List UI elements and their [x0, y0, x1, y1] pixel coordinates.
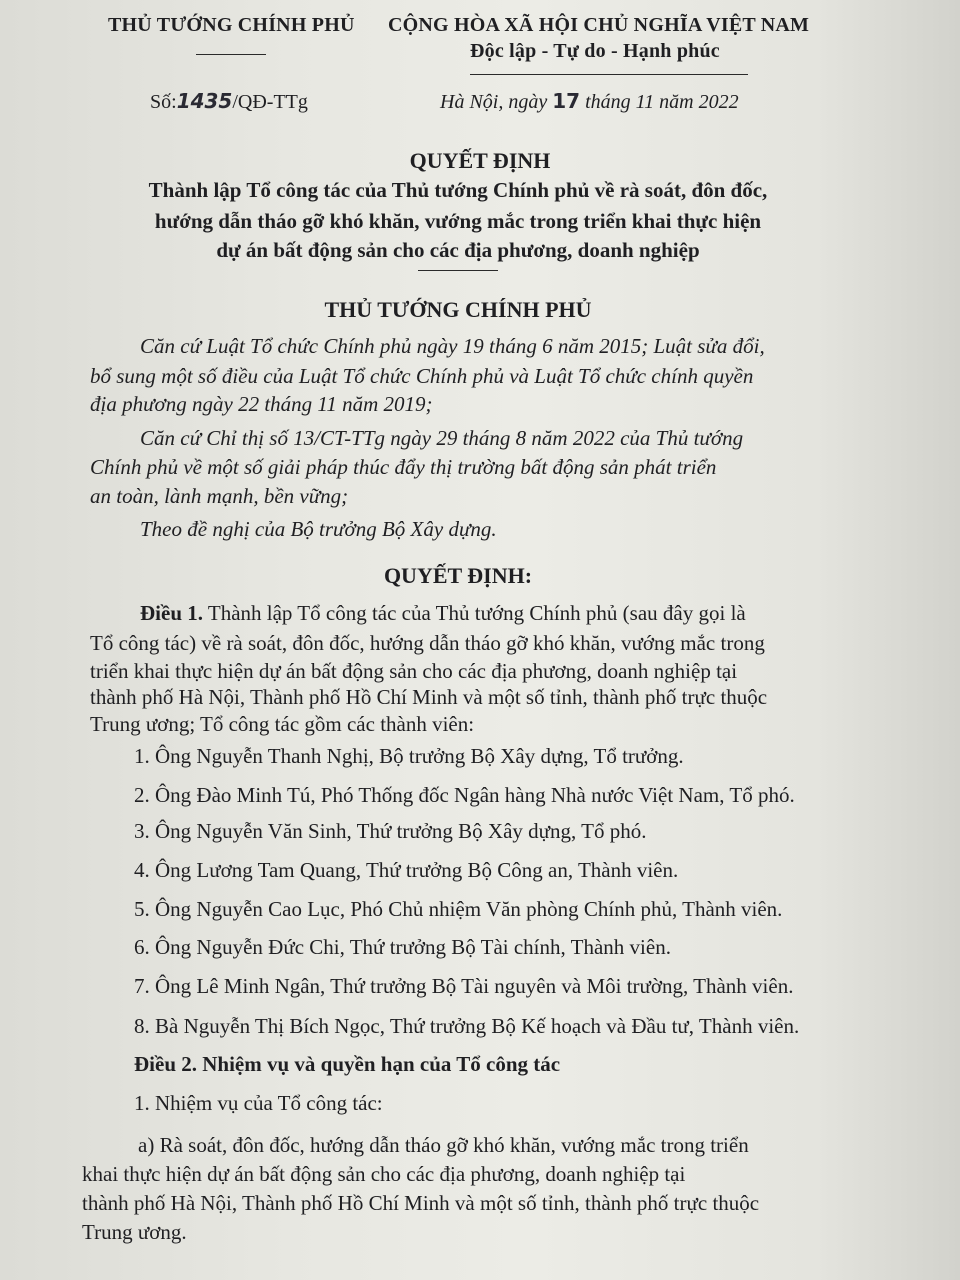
motto-underline	[470, 74, 748, 75]
preamble-1-line-3: địa phương ngày 22 tháng 11 năm 2019;	[90, 392, 433, 416]
decide-heading: QUYẾT ĐỊNH:	[383, 563, 533, 588]
member-1: 1. Ông Nguyễn Thanh Nghị, Bộ trưởng Bộ Xây dựng, Tổ trưởng.	[134, 744, 684, 768]
issuing-authority: THỦ TƯỚNG CHÍNH PHỦ	[108, 14, 355, 36]
number-suffix: /QĐ-TTg	[232, 91, 308, 113]
member-5: 5. Ông Nguyễn Cao Lục, Phó Chủ nhiệm Văn phòng Chính phủ, Thành viên.	[134, 897, 783, 921]
article-1-line-3: triển khai thực hiện dự án bất động sản cho các địa phương, doanh nghiệp tại	[90, 659, 738, 683]
preamble-1-line-2: bổ sung một số điều của Luật Tổ chức Chính phủ và Luật Tổ chức chính quyền	[90, 364, 754, 388]
article-1-line-2: Tổ công tác) về rà soát, đôn đốc, hướng dẫn tháo gỡ khó khăn, vướng mắc trong	[90, 631, 765, 655]
article-2-a-line-4: Trung ương.	[82, 1220, 187, 1244]
national-title: CỘNG HÒA XÃ HỘI CHỦ NGHĨA VIỆT NAM	[388, 14, 810, 36]
article-2-heading: Điều 2. Nhiệm vụ và quyền hạn của Tổ công tác	[134, 1052, 561, 1076]
preamble-2-line-1: Căn cứ Chỉ thị số 13/CT-TTg ngày 29 tháng 8 năm 2022 của Thủ tướng	[140, 426, 744, 450]
title-underline	[418, 270, 498, 271]
subtitle-line-2: hướng dẫn tháo gỡ khó khăn, vướng mắc trong triển khai thực hiện	[154, 209, 762, 233]
subtitle-line-3: dự án bất động sản cho các địa phương, doanh nghiệp	[216, 238, 700, 262]
preamble-3: Theo đề nghị của Bộ trưởng Bộ Xây dựng.	[140, 517, 497, 541]
preamble-1-line-1: Căn cứ Luật Tổ chức Chính phủ ngày 19 tháng 6 năm 2015; Luật sửa đổi,	[140, 334, 765, 358]
subtitle-line-1: Thành lập Tổ công tác của Thủ tướng Chính phủ về rà soát, đôn đốc,	[148, 178, 768, 202]
handwritten-number: 1435	[176, 89, 233, 113]
article-2-a-line-2: khai thực hiện dự án bất động sản cho các địa phương, doanh nghiệp tại	[82, 1162, 686, 1186]
article-2-item-1: 1. Nhiệm vụ của Tổ công tác:	[134, 1091, 383, 1115]
member-4: 4. Ông Lương Tam Quang, Thứ trưởng Bộ Công an, Thành viên.	[134, 858, 679, 882]
member-2: 2. Ông Đào Minh Tú, Phó Thống đốc Ngân hàng Nhà nước Việt Nam, Tổ phó.	[134, 783, 795, 807]
date-prefix: Hà Nội, ngày	[440, 91, 548, 113]
article-1-line-1	[140, 596, 746, 630]
document-number	[150, 89, 308, 114]
article-1-line-5: Trung ương; Tổ công tác gồm các thành viên:	[90, 712, 475, 736]
member-3: 3. Ông Nguyễn Văn Sinh, Thứ trưởng Bộ Xây dựng, Tổ phó.	[134, 819, 647, 843]
handwritten-day: 17	[552, 89, 581, 113]
article-1-text-1: Thành lập Tổ công tác của Thủ tướng Chính phủ (sau đây gọi là	[207, 601, 746, 625]
article-1-label: Điều 1.	[140, 601, 203, 625]
date-suffix: tháng 11 năm 2022	[585, 91, 739, 113]
document-date	[440, 89, 739, 114]
national-motto: Độc lập - Tự do - Hạnh phúc	[470, 40, 720, 62]
authority-heading: THỦ TƯỚNG CHÍNH PHỦ	[324, 297, 592, 322]
member-7: 7. Ông Lê Minh Ngân, Thứ trưởng Bộ Tài nguyên và Môi trường, Thành viên.	[134, 974, 794, 998]
article-2-a-line-1: a) Rà soát, đôn đốc, hướng dẫn tháo gỡ khó khăn, vướng mắc trong triển	[138, 1133, 749, 1157]
preamble-2-line-3: an toàn, lành mạnh, bền vững;	[90, 484, 349, 508]
authority-underline	[196, 54, 266, 55]
member-6: 6. Ông Nguyễn Đức Chi, Thứ trưởng Bộ Tài chính, Thành viên.	[134, 935, 671, 959]
article-1-line-4: thành phố Hà Nội, Thành phố Hồ Chí Minh và một số tỉnh, thành phố trực thuộc	[90, 685, 768, 709]
number-prefix: Số:	[150, 91, 177, 113]
document-title: QUYẾT ĐỊNH	[409, 148, 551, 173]
article-2-a-line-3: thành phố Hà Nội, Thành phố Hồ Chí Minh và một số tỉnh, thành phố trực thuộc	[82, 1191, 760, 1215]
preamble-2-line-2: Chính phủ về một số giải pháp thúc đẩy thị trường bất động sản phát triển	[90, 455, 717, 479]
member-8: 8. Bà Nguyễn Thị Bích Ngọc, Thứ trưởng Bộ Kế hoạch và Đầu tư, Thành viên.	[134, 1014, 800, 1038]
